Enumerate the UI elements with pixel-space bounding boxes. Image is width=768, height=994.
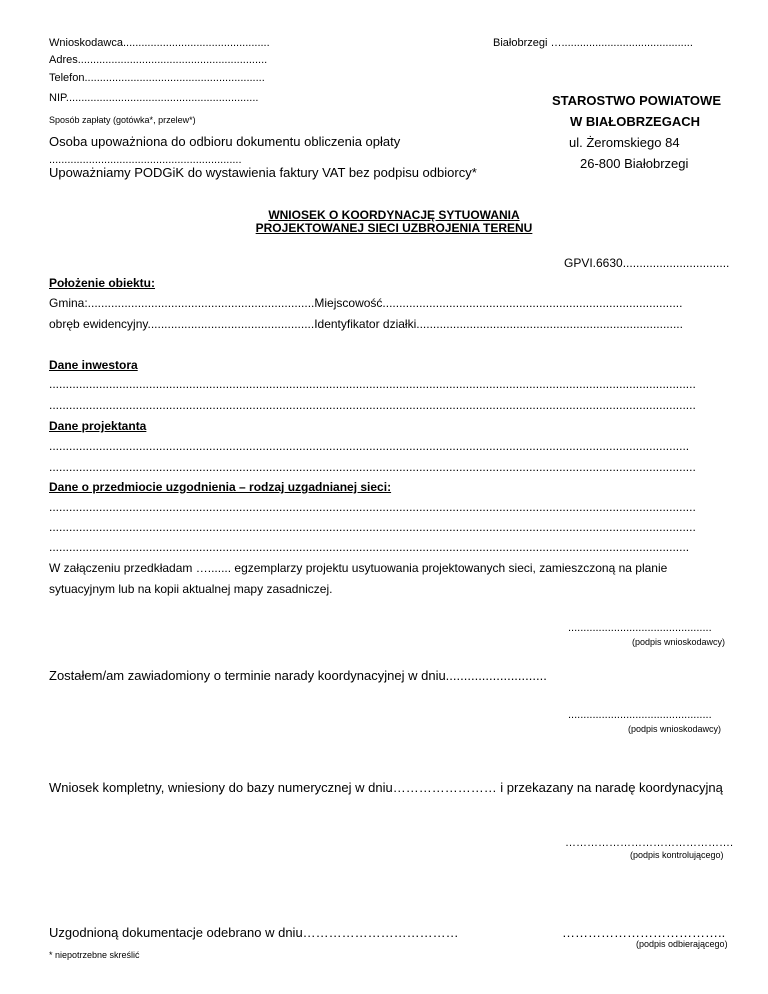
addressee-city: 26-800 Białobrzegi [580,156,689,171]
investor-dots-1: .................................................................................................................................................................................................. [49,377,696,391]
addressee-line2: W BIAŁOBRZEGACH [570,114,700,129]
phone-field: Telefon........................................................... [49,72,265,84]
address-field: Adres.............................................................. [49,54,268,66]
place-date-field: Białobrzegi …........................................... [493,37,693,49]
designer-heading: Dane projektanta [49,419,147,433]
applicant-signature-label: (podpis wnioskodawcy) [632,637,726,647]
form-title-line2: PROJEKTOWANEJ SIECI UZBROJENIA TERENU [255,221,533,235]
receiver-signature-label: (podpis odbierającego) [636,939,728,949]
controller-signature-label: (podpis kontrolującego) [630,850,724,860]
attachment-line1: W załączeniu przedkładam …....... egzemplarzy projektu usytuowania projektowanych sieci, zamieszczoną na planie [49,561,668,575]
reference-number: GPVI.6630................................ [564,256,730,270]
subject-heading: Dane o przedmiocie uzgodnienia – rodzaj uzgadnianej sieci: [49,480,392,494]
signature-dots-2: ............................................... [568,709,712,721]
authorized-person-dots: ............................................................... [49,154,242,166]
addressee-line1: STAROSTWO POWIATOWE [552,93,721,108]
vat-authorization: Upoważniamy PODGiK do wystawienia faktury VAT bez podpisu odbiorcy* [49,165,477,180]
applicant-field: Wnioskodawca................................................ [49,37,270,49]
signature-dots-1: ............................................... [568,622,712,634]
attachment-line2: sytuacyjnym lub na kopii aktualnej mapy zasadniczej. [49,582,333,596]
footnote: * niepotrzebne skreślić [49,950,140,960]
investor-dots-2: .................................................................................................................................................................................................. [49,398,696,412]
municipality-locality-line: Gmina:....................................................................Miejscowość.......................................................................................... [49,296,683,310]
received-line: Uzgodnioną dokumentacje odebrano w dniu……………………………… [49,925,459,940]
location-heading: Położenie obiektu: [49,276,156,290]
authorized-person: Osoba upoważniona do odbioru dokumentu obliczenia opłaty [49,134,401,149]
subject-dots-2: .................................................................................................................................................................................................. [49,520,696,534]
designer-dots-1: ................................................................................................................................................................................................ [49,439,690,453]
notice-line: Zostałem/am zawiadomiony o terminie narady koordynacyjnej w dniu............................ [49,668,547,683]
addressee-street: ul. Żeromskiego 84 [569,135,680,150]
completeness-line: Wniosek kompletny, wniesiony do bazy numerycznej w dniu…………………… i przekazany na naradę koordynacyjną [49,780,723,795]
subject-dots-1: .................................................................................................................................................................................................. [49,500,696,514]
investor-heading: Dane inwestora [49,358,138,372]
form-title-line1: WNIOSEK O KOORDYNACJĘ SYTUOWANIA [268,208,520,222]
precinct-parcel-line: obręb ewidencyjny..................................................Identyfikator działki................................................................................ [49,317,683,331]
payment-method: Sposób zapłaty (gotówka*, przelew*) [49,115,196,125]
designer-dots-2: .................................................................................................................................................................................................. [49,460,696,474]
receiver-signature-dots: ……………………………….. [562,925,726,940]
applicant-signature-label-2: (podpis wnioskodawcy) [628,724,722,734]
subject-dots-3: ................................................................................................................................................................................................ [49,540,690,554]
nip-field: NIP............................................................... [49,92,259,104]
controller-signature-dots: ………………………………………. [565,837,734,849]
